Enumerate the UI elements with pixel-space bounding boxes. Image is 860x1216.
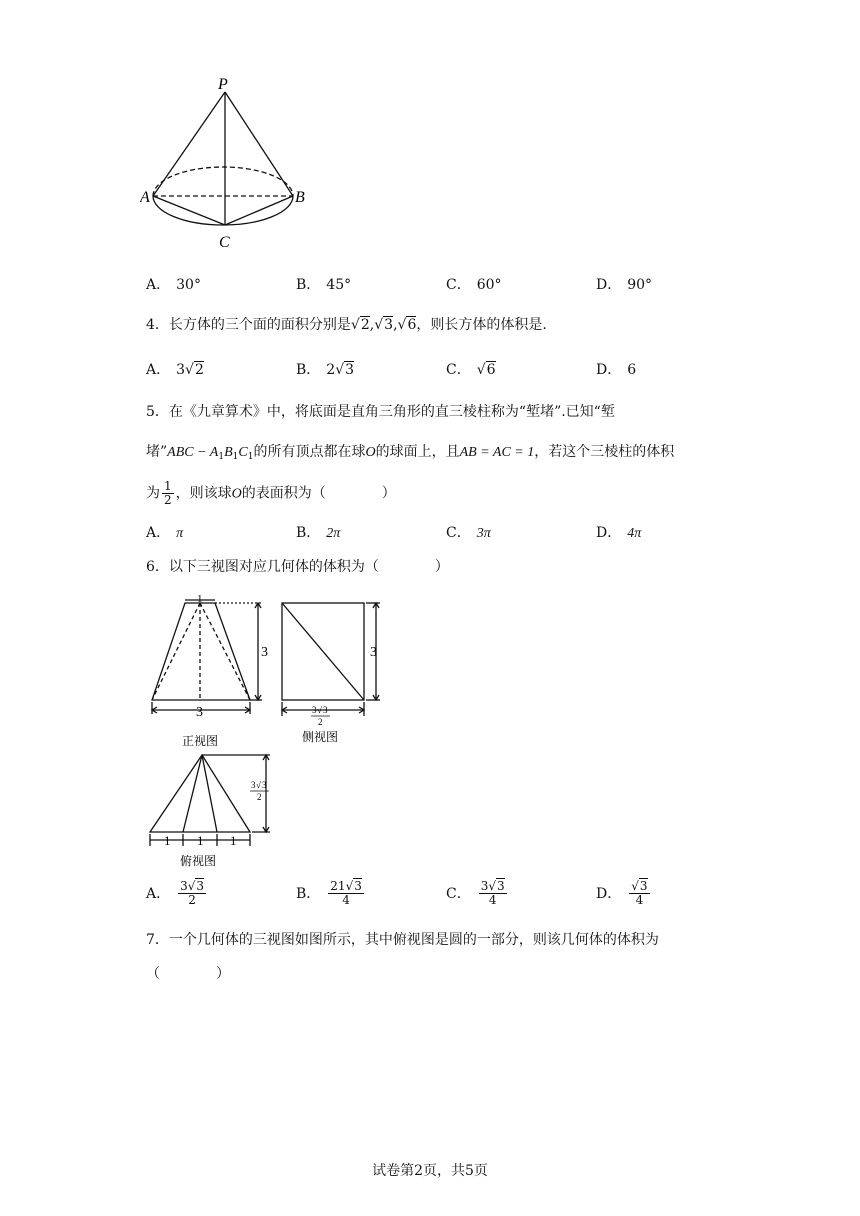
q5-option-d: D． 4π xyxy=(596,525,642,541)
q6-option-a: A． $\frac{3√ 3}{2}$ xyxy=(146,880,208,907)
top-depth-coef: 3 xyxy=(251,780,256,790)
q5-option-c: C． 3π xyxy=(446,525,491,541)
q4-option-d: D． 6 xyxy=(596,362,637,378)
q5-stem-line2: 堵”ABC − $A_1B_1C_1$的所有顶点都在球O的球面上，且AB = AC = 1，若这个三棱柱的体积 xyxy=(146,444,675,462)
side-view-caption: 侧视图 xyxy=(302,730,339,744)
q7-stem: 7．一个几何体的三视图如图所示，其中俯视图是圆的一部分，则该几何体的体积为 xyxy=(146,932,659,948)
top-view-caption: 俯视图 xyxy=(180,854,217,868)
q6-option-d: D． √ $\frac{3}{4}$ xyxy=(596,880,652,907)
q3-option-c: C． 60° xyxy=(446,277,502,293)
top-seg-label-1: 1 xyxy=(164,833,171,848)
top-view-diagram xyxy=(140,750,290,875)
side-width-rad: 3 xyxy=(323,705,328,715)
q6-option-c: C． $\frac{3√ 3}{4}$ xyxy=(446,880,509,907)
q5-stem-line1: 5．在《九章算术》中，将底面是直角三角形的直三棱柱称为“堑堵”.已知“堑 xyxy=(146,404,615,420)
q3-option-d: D． 90° xyxy=(596,277,653,293)
front-height-label: 3 xyxy=(261,645,268,660)
side-width-coef: 3 xyxy=(312,705,317,715)
front-view-diagram xyxy=(140,588,275,748)
top-depth-rad: 3 xyxy=(262,780,267,790)
q7-paren: （ ） xyxy=(146,966,230,982)
q4-option-c: C．√ 6 xyxy=(446,360,496,380)
vertex-label-p: P xyxy=(218,76,228,93)
side-view-diagram xyxy=(276,598,386,748)
q3-option-a: A． 30° xyxy=(146,277,201,293)
front-bottom-length: 3 xyxy=(196,705,203,720)
q4-option-a: A． 3√ 2 xyxy=(146,360,204,380)
side-width-den: 2 xyxy=(318,717,323,727)
top-seg-label-3: 1 xyxy=(230,833,237,848)
q6-stem: 6．以下三视图对应几何体的体积为（ ） xyxy=(146,559,449,575)
top-depth-den: 2 xyxy=(257,792,262,802)
page-footer: 试卷第2页，共5页 xyxy=(372,1163,488,1179)
top-depth-radical: √ xyxy=(256,780,261,790)
side-height-label: 3 xyxy=(370,645,377,660)
vertex-label-a: A xyxy=(140,189,150,206)
vertex-label-b: B xyxy=(295,189,305,206)
q4-stem: 4．长方体的三个面的面积分别是√ 2,√ 3,√ 6，则长方体的体积是. xyxy=(146,315,547,335)
vertex-label-c: C xyxy=(219,234,230,251)
top-seg-label-2: 1 xyxy=(197,833,204,848)
q6-option-b: B． $\frac{21√ 3}{4}$ xyxy=(296,880,366,907)
q5-option-b: B． 2π xyxy=(296,525,341,541)
q5-option-a: A． π xyxy=(146,525,184,541)
cone-figure xyxy=(140,72,320,252)
q5-stem-line3: 为 $\frac{1}{2}$ ，则该球O的表面积为（ ） xyxy=(146,479,396,507)
side-width-radical: √ xyxy=(317,705,322,715)
q3-option-b: B． 45° xyxy=(296,277,352,293)
q4-option-b: B． 2√ 3 xyxy=(296,360,354,380)
front-top-length: 1 xyxy=(197,593,203,605)
front-view-caption: 正视图 xyxy=(182,734,219,748)
